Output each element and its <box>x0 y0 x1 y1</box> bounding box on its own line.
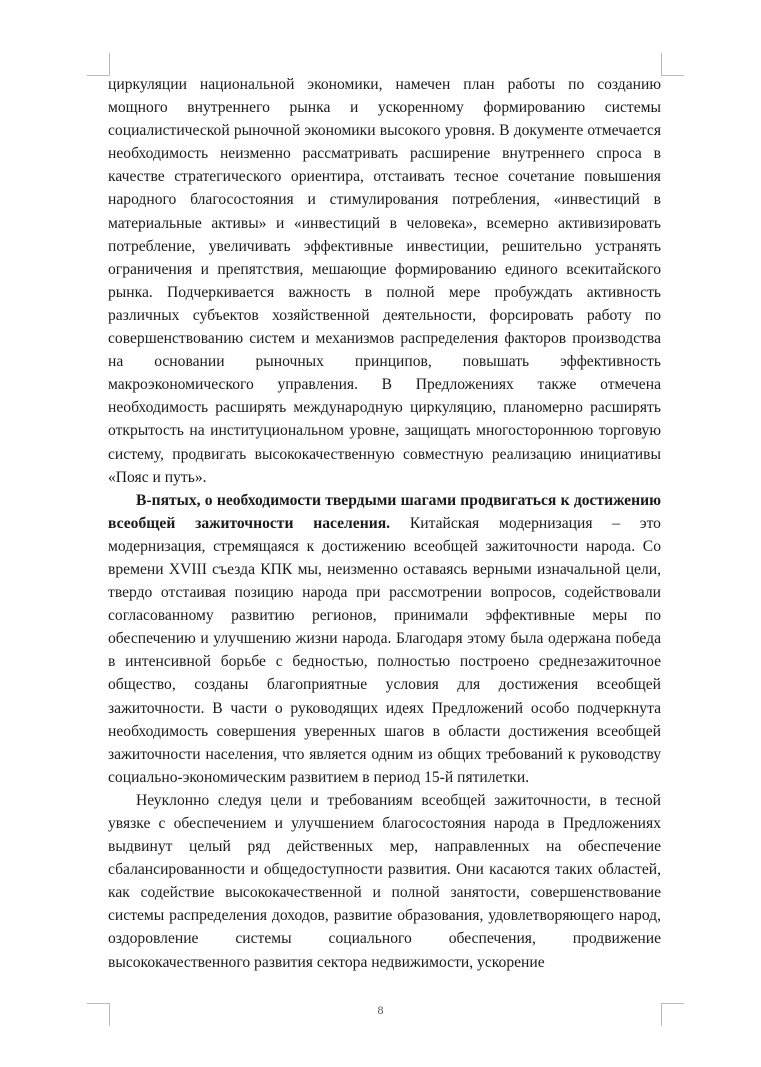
margin-corner-top-left <box>87 53 110 76</box>
document-body <box>108 73 661 974</box>
paragraph-2-text: Китайская модернизация – это модернизация, стремящаяся к достижению всеобщей зажиточности народа. Со времени XVIII съезда КПК мы, неизменно оставаясь верными изначальной цели, твердо отстаивая позицию народа при рассмотрении вопросов, содействовали согласованному развитию регионов, принимали эффективные меры по обеспечению и улучшению жизни народа. Благодаря этому была одержана победа в интенсивной борьбе с бедностью, полностью построено среднезажиточное общество, созданы благоприятные условия для достижения всеобщей зажиточности. В части о руководящих идеях Предложений особо подчеркнута необходимость совершения уверенных шагов в области достижения всеобщей зажиточности населения, что является одним из общих требований к руководству социально-экономическим развитием в период 15-й пятилетки. <box>108 514 661 786</box>
paragraph-2 <box>108 489 661 789</box>
paragraph-3-text: Неуклонно следуя цели и требованиям всеобщей зажиточности, в тесной увязке с обеспечением и улучшением благосостояния народа в Предложениях выдвинут целый ряд действенных мер, направленных на обеспечение сбалансированности и общедоступности развития. Они касаются таких областей, как содействие высококачественной и полной занятости, совершенствование системы распределения доходов, развитие образования, удовлетворяющего народ, оздоровление системы социального обеспечения, продвижение высококачественного развития сектора недвижимости, ускорение <box>108 791 661 971</box>
margin-corner-top-right <box>661 53 684 76</box>
page-number: 8 <box>377 1003 384 1017</box>
paragraph-2-heading: В-пятых, о необходимости твердыми шагами продвигаться к достижению всеобщей зажиточности населения. <box>108 491 661 532</box>
paragraph-1 <box>108 73 661 489</box>
paragraph-1-text: циркуляции национальной экономики, намечен план работы по созданию мощного внутреннего рынка и ускоренному формированию системы социалистической рыночной экономики высокого уровня. В документе отмечается необходимость неизменно рассматривать расширение внутреннего спроса в качестве стратегического ориентира, отстаивать тесное сочетание повышения народного благосостояния и стимулирования потребления, «инвестиций в материальные активы» и «инвестиций в человека», всемерно активизировать потребление, увеличивать эффективные инвестиции, решительно устранять ограничения и препятствия, мешающие формированию единого всекитайского рынка. Подчеркивается важность в полной мере пробуждать активность различных субъектов хозяйственной деятельности, форсировать работу по совершенствованию систем и механизмов распределения факторов производства на основании рыночных принципов, повышать эффективность макроэкономического управления. В Предложениях также отмечена необходимость расширять международную циркуляцию, планомерно расширять открытость на институциональном уровне, защищать многостороннюю торговую систему, продвигать высококачественную совместную реализацию инициативы «Пояс и путь». <box>108 76 661 486</box>
paragraph-3 <box>108 789 661 974</box>
